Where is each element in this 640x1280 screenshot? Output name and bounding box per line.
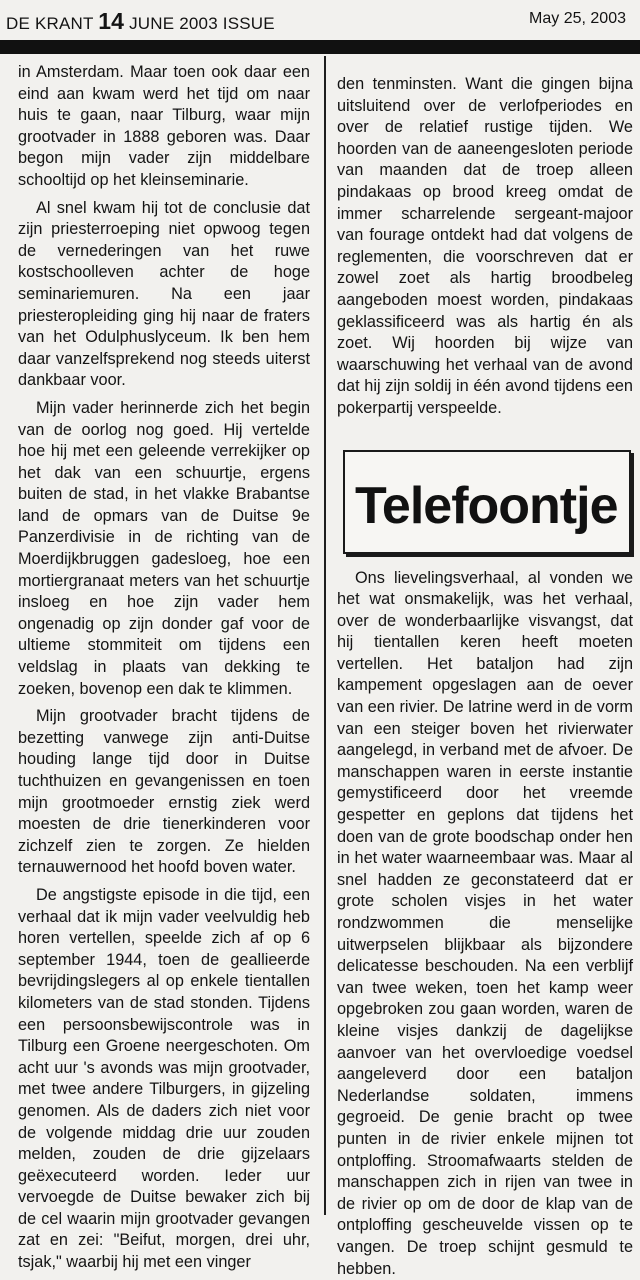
paragraph: Ons lievelingsverhaal, al vonden we het wat onsmakelijk, was het verhaal, over de wonderbaarlijke visvangst, dat hij tientallen keren heeft moeten vertellen. Het bataljon had zijn kampement opgeslagen aan de oever van een rivier. De latrine werd in de vorm van een steiger boven het rivierwater aangelegd, in verband met de afvoer. De manschappen waren in eerste instantie gemystificeerd door het vreemde gespetter en geplons dat tijdens het doen van de grote boodschap onder hen in het water waarneembaar was. Maar al snel hadden ze geconstateerd dat er grote scholen visjes in het water rondzwommen die menselijke uitwerpselen blijkbaar als bijzondere delicatesse beschouden. Na een verblijf van twee weken, toen het kamp weer opgebroken zou gaan worden, waren de kleine visjes dankzij de dagelijkse aanvoer van het overvloedige voedsel aangeleverd door een bataljon Nederlandse soldaten, immens gegroeid. De genie bracht op twee punten in de rivier enkele mijnen tot ontploffing. Stroomafwaarts stelden de manschappen zich in rijen van twee in de rivier op om de door de klap van de ontploffing gescheuvelde vissen op te vangen. De troep schijnt gesmuld te hebben. xyxy=(337,568,633,1280)
paragraph: den tenminsten. Want die gingen bijna uitsluitend over de verlofperiodes en over de relatief rustige tijden. We hoorden van de aaneengesloten periode van maanden dat de troep alleen pindakaas op brood kreeg omdat de immer scharrelende sergeant-majoor van fourage ontdekt had dat volgens de reglementen, die voorschreven dat er zowel zoet als hartig broodbeleg aangeboden moest worden, pindakaas geklassificeerd was als hartig én als zoet. Wij hoorden bij wijze van waarschuwing het verhaal van de avond dat hij zijn soldij in één avond tijdens een pokerpartij verspeelde. xyxy=(337,74,633,420)
masthead-rule xyxy=(0,40,640,54)
issue-number: 14 xyxy=(98,8,124,34)
paragraph: in Amsterdam. Maar toen ook daar een eind aan kwam werd het tijd om naar huis te gaan, naar Tilburg, waar mijn grootvader in 1888 geboren was. Daar begon mijn vader zijn middelbare schooltijd op het kleinseminarie. xyxy=(18,62,310,192)
issue-date: May 25, 2003 xyxy=(529,10,626,28)
left-column xyxy=(18,62,310,1215)
section-heading: Telefoontje xyxy=(355,476,617,536)
paragraph: Mijn vader herinnerde zich het begin van de oorlog nog goed. Hij vertelde hoe hij met een geleende verrekijker op het dak van een schuurtje, ergens buiten de stad, in het vlakke Brabantse land de opmars van de Duitse 9e Panzerdivisie in de richting van de Moerdijkbruggen gadesloeg, hoe een mortiergranaat meters van het schuurtje insloeg en hoe zijn vader hem ongenadig op zijn donder gaf voor de ultieme stommiteit om tijdens een veldslag in plaats van dekking te zoeken, bovenop een dak te klimmen. xyxy=(18,398,310,700)
section-heading-box xyxy=(337,436,633,554)
paragraph: De angstigste episode in die tijd, een verhaal dat ik mijn vader veelvuldig heb horen vertellen, speelde zich af op 6 september 1944, toen de geallieerde bevrijdingslegers al op enkele tientallen kilometers van de stad stonden. Tijdens een persoonsbewijscontrole was in Tilburg een Groene neergeschoten. Om acht uur 's avonds was mijn grootvader, met twee andere Tilburgers, in gijzeling genomen. Als de daders zich niet voor de volgende middag drie uur zouden melden, zouden de drie gijzelaars geëxecuteerd worden. Ieder uur vervoegde de Duitse bewaker zich bij de cel waarin mijn grootvader gevangen zat en zei: "Beifut, morgen, drei uhr, tsjak," waarbij hij met een vinger xyxy=(18,885,310,1274)
right-column xyxy=(337,74,633,1215)
paper-name: DE KRANT xyxy=(6,14,93,33)
issue-label: JUNE 2003 ISSUE xyxy=(129,14,275,33)
masthead xyxy=(0,0,640,40)
masthead-title xyxy=(6,8,275,35)
column-divider xyxy=(324,56,326,1215)
paragraph: Al snel kwam hij tot de conclusie dat zijn priesterroeping niet opwoog tegen de vernederingen van het ruwe kostschoolleven achter de hoge seminariemuren. Na een jaar priesteropleiding ging hij naar de fraters van het Odulphuslyceum. Ik ben hem daar vanzelfsprekend nog steeds uiterst dankbaar voor. xyxy=(18,198,310,392)
paragraph: Mijn grootvader bracht tijdens de bezetting vanwege zijn anti-Duitse houding lange tijd door in Duitse tuchthuizen en gevangenissen en toen mijn grootmoeder ernstig ziek werd moesten de drie tienerkinderen voor zichzelf zien te zorgen. Ze hielden ternauwernood het hoofd boven water. xyxy=(18,706,310,879)
